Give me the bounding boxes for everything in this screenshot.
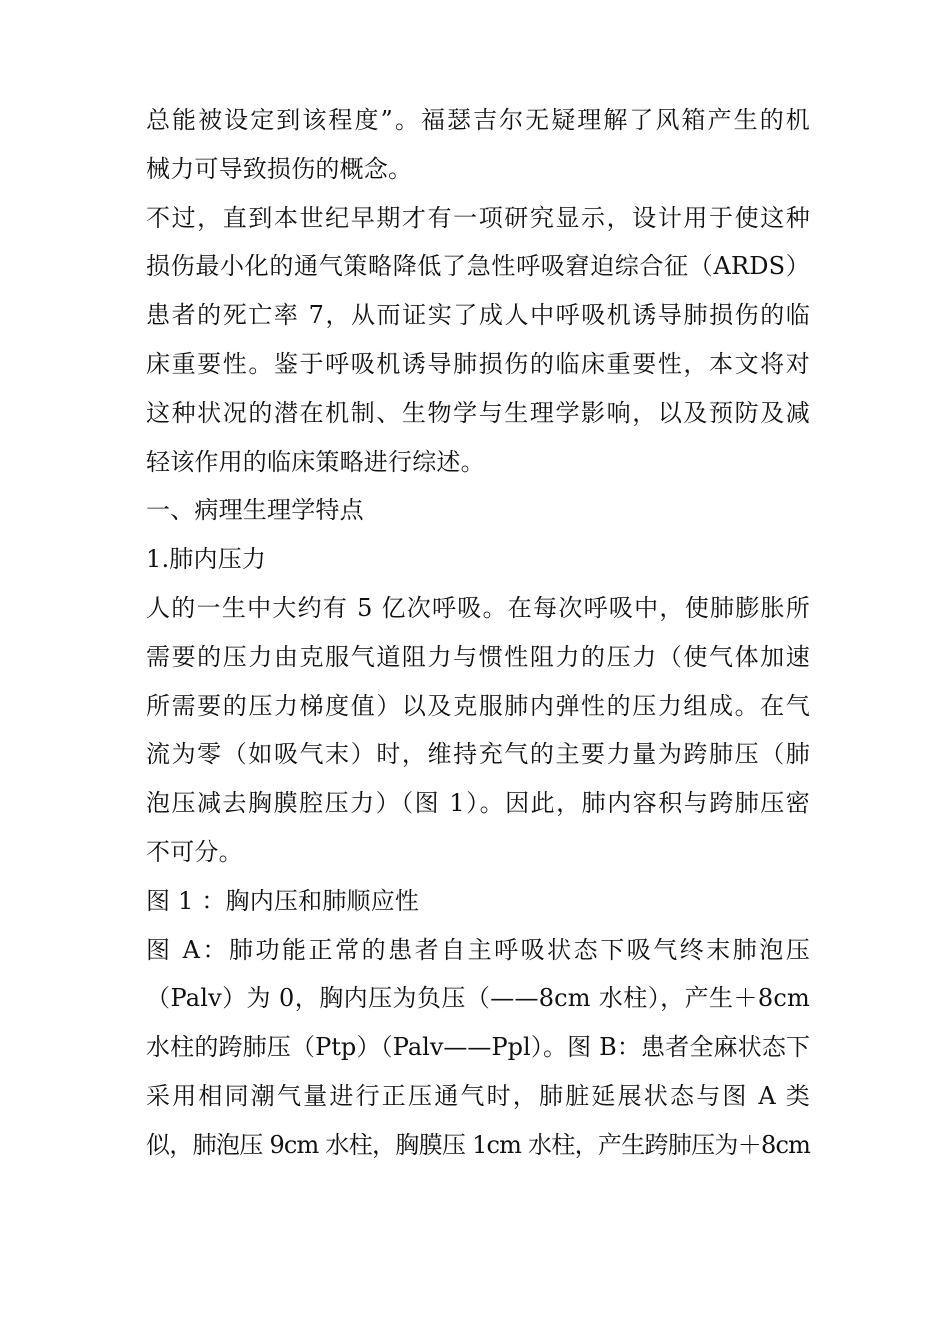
text-line: 水柱的跨肺压（Ptp）（Palv——Ppl）。图 B：患者全麻状态下 (146, 1033, 810, 1062)
text-line: 似，肺泡压 9cm 水柱，胸膜压 1cm 水柱，产生跨肺压为＋8cm (146, 1130, 810, 1159)
body-text (146, 96, 810, 1170)
text-line: 泡压减去胸膜腔压力）（图 1）。因此，肺内容积与跨肺压密 (146, 789, 810, 818)
text-line: 流为零（如吸气末）时，维持充气的主要力量为跨肺压（肺 (146, 740, 810, 769)
text-line: 总能被设定到该程度”。福瑟吉尔无疑理解了风箱产生的机 (146, 106, 810, 134)
figure-caption: 图 1 ：胸内压和肺顺应性 (146, 886, 420, 915)
section-heading: 一、病理生理学特点 (146, 496, 364, 525)
text-line: （Palv）为 0，胸内压为负压（——8cm 水柱），产生＋8cm (146, 984, 810, 1013)
text-line: 图 A：肺功能正常的患者自主呼吸状态下吸气终末肺泡压 (146, 935, 810, 964)
text-line: 械力可导致损伤的概念。 (146, 154, 413, 183)
text-line: 不可分。 (146, 837, 243, 866)
text-line: 需要的压力由克服气道阻力与惯性阻力的压力（使气体加速 (146, 642, 810, 671)
text-line: 所需要的压力梯度值）以及克服肺内弹性的压力组成。在气 (146, 691, 810, 720)
text-line: 轻该作用的临床策略进行综述。 (146, 447, 485, 476)
text-line: 不过，直到本世纪早期才有一项研究显示，设计用于使这种 (146, 203, 810, 232)
text-line: 床重要性。鉴于呼吸机诱导肺损伤的临床重要性，本文将对 (146, 349, 810, 378)
text-line: 这种状况的潜在机制、生物学与生理学影响，以及预防及减 (146, 398, 810, 427)
text-line: 采用相同潮气量进行正压通气时，肺脏延展状态与图 A 类 (146, 1081, 810, 1110)
text-line: 患者的死亡率 7，从而证实了成人中呼吸机诱导肺损伤的临 (146, 301, 810, 330)
subsection-heading: 1.肺内压力 (146, 545, 267, 574)
text-line: 损伤最小化的通气策略降低了急性呼吸窘迫综合征（ARDS） (146, 252, 810, 281)
text-line: 人的一生中大约有 5 亿次呼吸。在每次呼吸中，使肺膨胀所 (146, 593, 810, 622)
